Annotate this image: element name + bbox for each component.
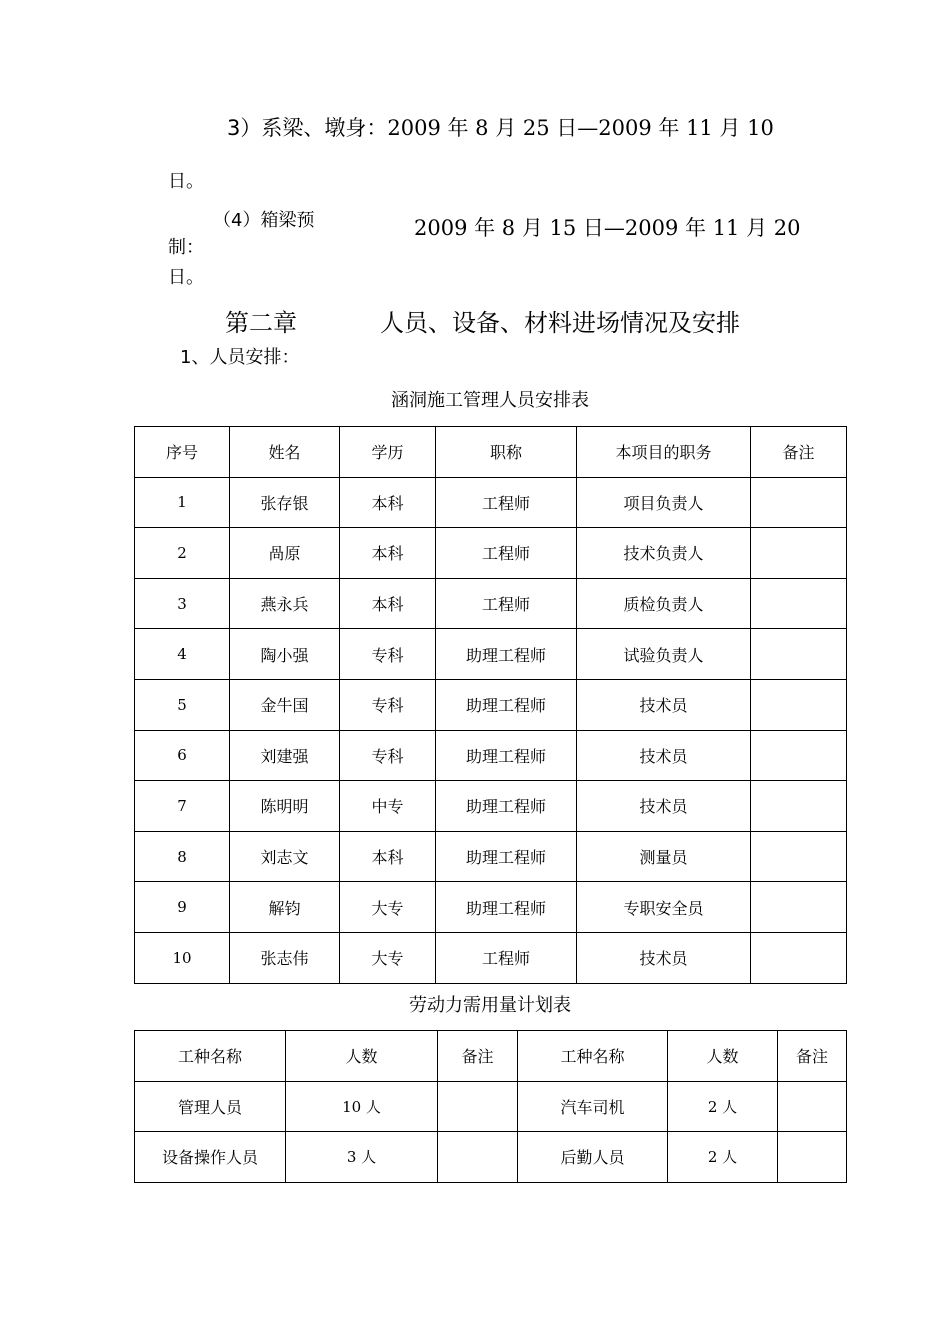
schedule-line-4-label: （4）箱梁预 xyxy=(213,210,315,231)
table-row-cell: 助理工程师 xyxy=(436,831,577,882)
table-row-cell: 2 人 xyxy=(668,1081,778,1132)
table-header-row xyxy=(135,1031,847,1082)
table-row-cell: 陶小强 xyxy=(230,629,340,680)
table-row-cell: 汽车司机 xyxy=(518,1081,668,1132)
table-row-cell: 3 xyxy=(135,578,230,629)
table-row-cell xyxy=(751,578,847,629)
table-header-row-cell: 序号 xyxy=(135,427,230,478)
table-row-cell: 10 人 xyxy=(286,1081,438,1132)
table-row-cell: 设备操作人员 xyxy=(135,1132,286,1183)
table-header-row-cell: 工种名称 xyxy=(135,1031,286,1082)
table-row-cell: 助理工程师 xyxy=(436,730,577,781)
table-row-cell: 工程师 xyxy=(436,932,577,983)
table-row-cell: 测量员 xyxy=(577,831,751,882)
table-row-cell: 7 xyxy=(135,781,230,832)
table-header-row-cell: 本项目的职务 xyxy=(577,427,751,478)
table-row-cell: 本科 xyxy=(340,831,436,882)
schedule-line-3-range: 2009 年 8 月 25 日—2009 年 11 月 10 xyxy=(387,116,774,140)
table-row-cell: 刘志文 xyxy=(230,831,340,882)
table-row-cell: 项目负责人 xyxy=(577,477,751,528)
staff-table-caption: 涵洞施工管理人员安排表 xyxy=(391,390,589,411)
table-row-cell: 技术员 xyxy=(577,679,751,730)
table-row-cell: 2 人 xyxy=(668,1132,778,1183)
table-row-cell: 中专 xyxy=(340,781,436,832)
table-row-cell: 助理工程师 xyxy=(436,629,577,680)
schedule-line-4-cont: 制： xyxy=(168,237,204,258)
table-row-cell: 5 xyxy=(135,679,230,730)
table-row xyxy=(135,477,847,528)
table-row xyxy=(135,578,847,629)
table-row-cell: 管理人员 xyxy=(135,1081,286,1132)
table-row-cell xyxy=(438,1132,518,1183)
table-row-cell: 技术员 xyxy=(577,781,751,832)
table-row-cell xyxy=(751,781,847,832)
table-row-cell: 3 人 xyxy=(286,1132,438,1183)
table-header-row-cell: 备注 xyxy=(438,1031,518,1082)
table-header-row-cell: 工种名称 xyxy=(518,1031,668,1082)
table-row-cell: 试验负责人 xyxy=(577,629,751,680)
table-row xyxy=(135,629,847,680)
labor-table-caption: 劳动力需用量计划表 xyxy=(409,995,571,1016)
table-row xyxy=(135,528,847,579)
table-row-cell: 解钧 xyxy=(230,882,340,933)
chapter-title: 人员、设备、材料进场情况及安排 xyxy=(380,309,740,337)
table-row-cell: 8 xyxy=(135,831,230,882)
table-header-row-cell: 学历 xyxy=(340,427,436,478)
table-row-cell xyxy=(751,882,847,933)
table-header-row-cell: 职称 xyxy=(436,427,577,478)
table-row xyxy=(135,1132,847,1183)
table-row-cell: 陈明明 xyxy=(230,781,340,832)
table-row-cell: 技术负责人 xyxy=(577,528,751,579)
table-row-cell: 专科 xyxy=(340,629,436,680)
table-row-cell: 燕永兵 xyxy=(230,578,340,629)
table-row-cell xyxy=(751,831,847,882)
table-row-cell: 2 xyxy=(135,528,230,579)
table-row-cell: 专科 xyxy=(340,730,436,781)
schedule-line-3 xyxy=(227,112,774,142)
table-row-cell xyxy=(751,629,847,680)
table-row xyxy=(135,781,847,832)
table-header-row xyxy=(135,427,847,478)
table-row-cell: 咼原 xyxy=(230,528,340,579)
staff-table xyxy=(134,426,847,984)
table-row-cell: 工程师 xyxy=(436,477,577,528)
chapter-number: 第二章 xyxy=(225,309,297,337)
table-row xyxy=(135,831,847,882)
table-row xyxy=(135,1081,847,1132)
table-row-cell: 专科 xyxy=(340,679,436,730)
table-row-cell: 本科 xyxy=(340,578,436,629)
table-row-cell: 1 xyxy=(135,477,230,528)
table-row-cell: 本科 xyxy=(340,528,436,579)
table-row xyxy=(135,882,847,933)
table-row-cell: 技术员 xyxy=(577,730,751,781)
section-title: 1、人员安排： xyxy=(180,347,300,368)
table-row-cell: 大专 xyxy=(340,882,436,933)
table-row-cell: 助理工程师 xyxy=(436,679,577,730)
table-row-cell: 技术员 xyxy=(577,932,751,983)
table-row-cell xyxy=(751,528,847,579)
schedule-line-3-label: 3）系梁、墩身： xyxy=(227,116,388,140)
table-row-cell: 助理工程师 xyxy=(436,781,577,832)
table-row-cell: 大专 xyxy=(340,932,436,983)
table-row-cell: 质检负责人 xyxy=(577,578,751,629)
table-row-cell: 助理工程师 xyxy=(436,882,577,933)
table-row-cell: 张存银 xyxy=(230,477,340,528)
table-row-cell: 工程师 xyxy=(436,528,577,579)
labor-table xyxy=(134,1030,847,1183)
schedule-line-3-end: 日。 xyxy=(168,171,204,192)
table-row-cell: 4 xyxy=(135,629,230,680)
table-row-cell: 工程师 xyxy=(436,578,577,629)
table-row xyxy=(135,730,847,781)
table-row-cell xyxy=(751,477,847,528)
table-header-row-cell: 备注 xyxy=(751,427,847,478)
schedule-line-4-end: 日。 xyxy=(168,267,204,288)
table-row-cell xyxy=(751,679,847,730)
table-row-cell xyxy=(778,1132,847,1183)
table-row-cell: 本科 xyxy=(340,477,436,528)
table-row-cell: 10 xyxy=(135,932,230,983)
table-row-cell: 张志伟 xyxy=(230,932,340,983)
table-row-cell: 刘建强 xyxy=(230,730,340,781)
table-row-cell xyxy=(438,1081,518,1132)
table-header-row-cell: 姓名 xyxy=(230,427,340,478)
table-row-cell: 9 xyxy=(135,882,230,933)
table-header-row-cell: 备注 xyxy=(778,1031,847,1082)
table-row-cell: 6 xyxy=(135,730,230,781)
table-header-row-cell: 人数 xyxy=(668,1031,778,1082)
table-row-cell: 后勤人员 xyxy=(518,1132,668,1183)
table-row-cell: 金牛国 xyxy=(230,679,340,730)
table-row xyxy=(135,679,847,730)
table-row-cell xyxy=(751,932,847,983)
table-row-cell: 专职安全员 xyxy=(577,882,751,933)
table-header-row-cell: 人数 xyxy=(286,1031,438,1082)
schedule-line-4-range: 2009 年 8 月 15 日—2009 年 11 月 20 xyxy=(414,216,801,240)
table-row xyxy=(135,932,847,983)
table-row-cell xyxy=(751,730,847,781)
table-row-cell xyxy=(778,1081,847,1132)
